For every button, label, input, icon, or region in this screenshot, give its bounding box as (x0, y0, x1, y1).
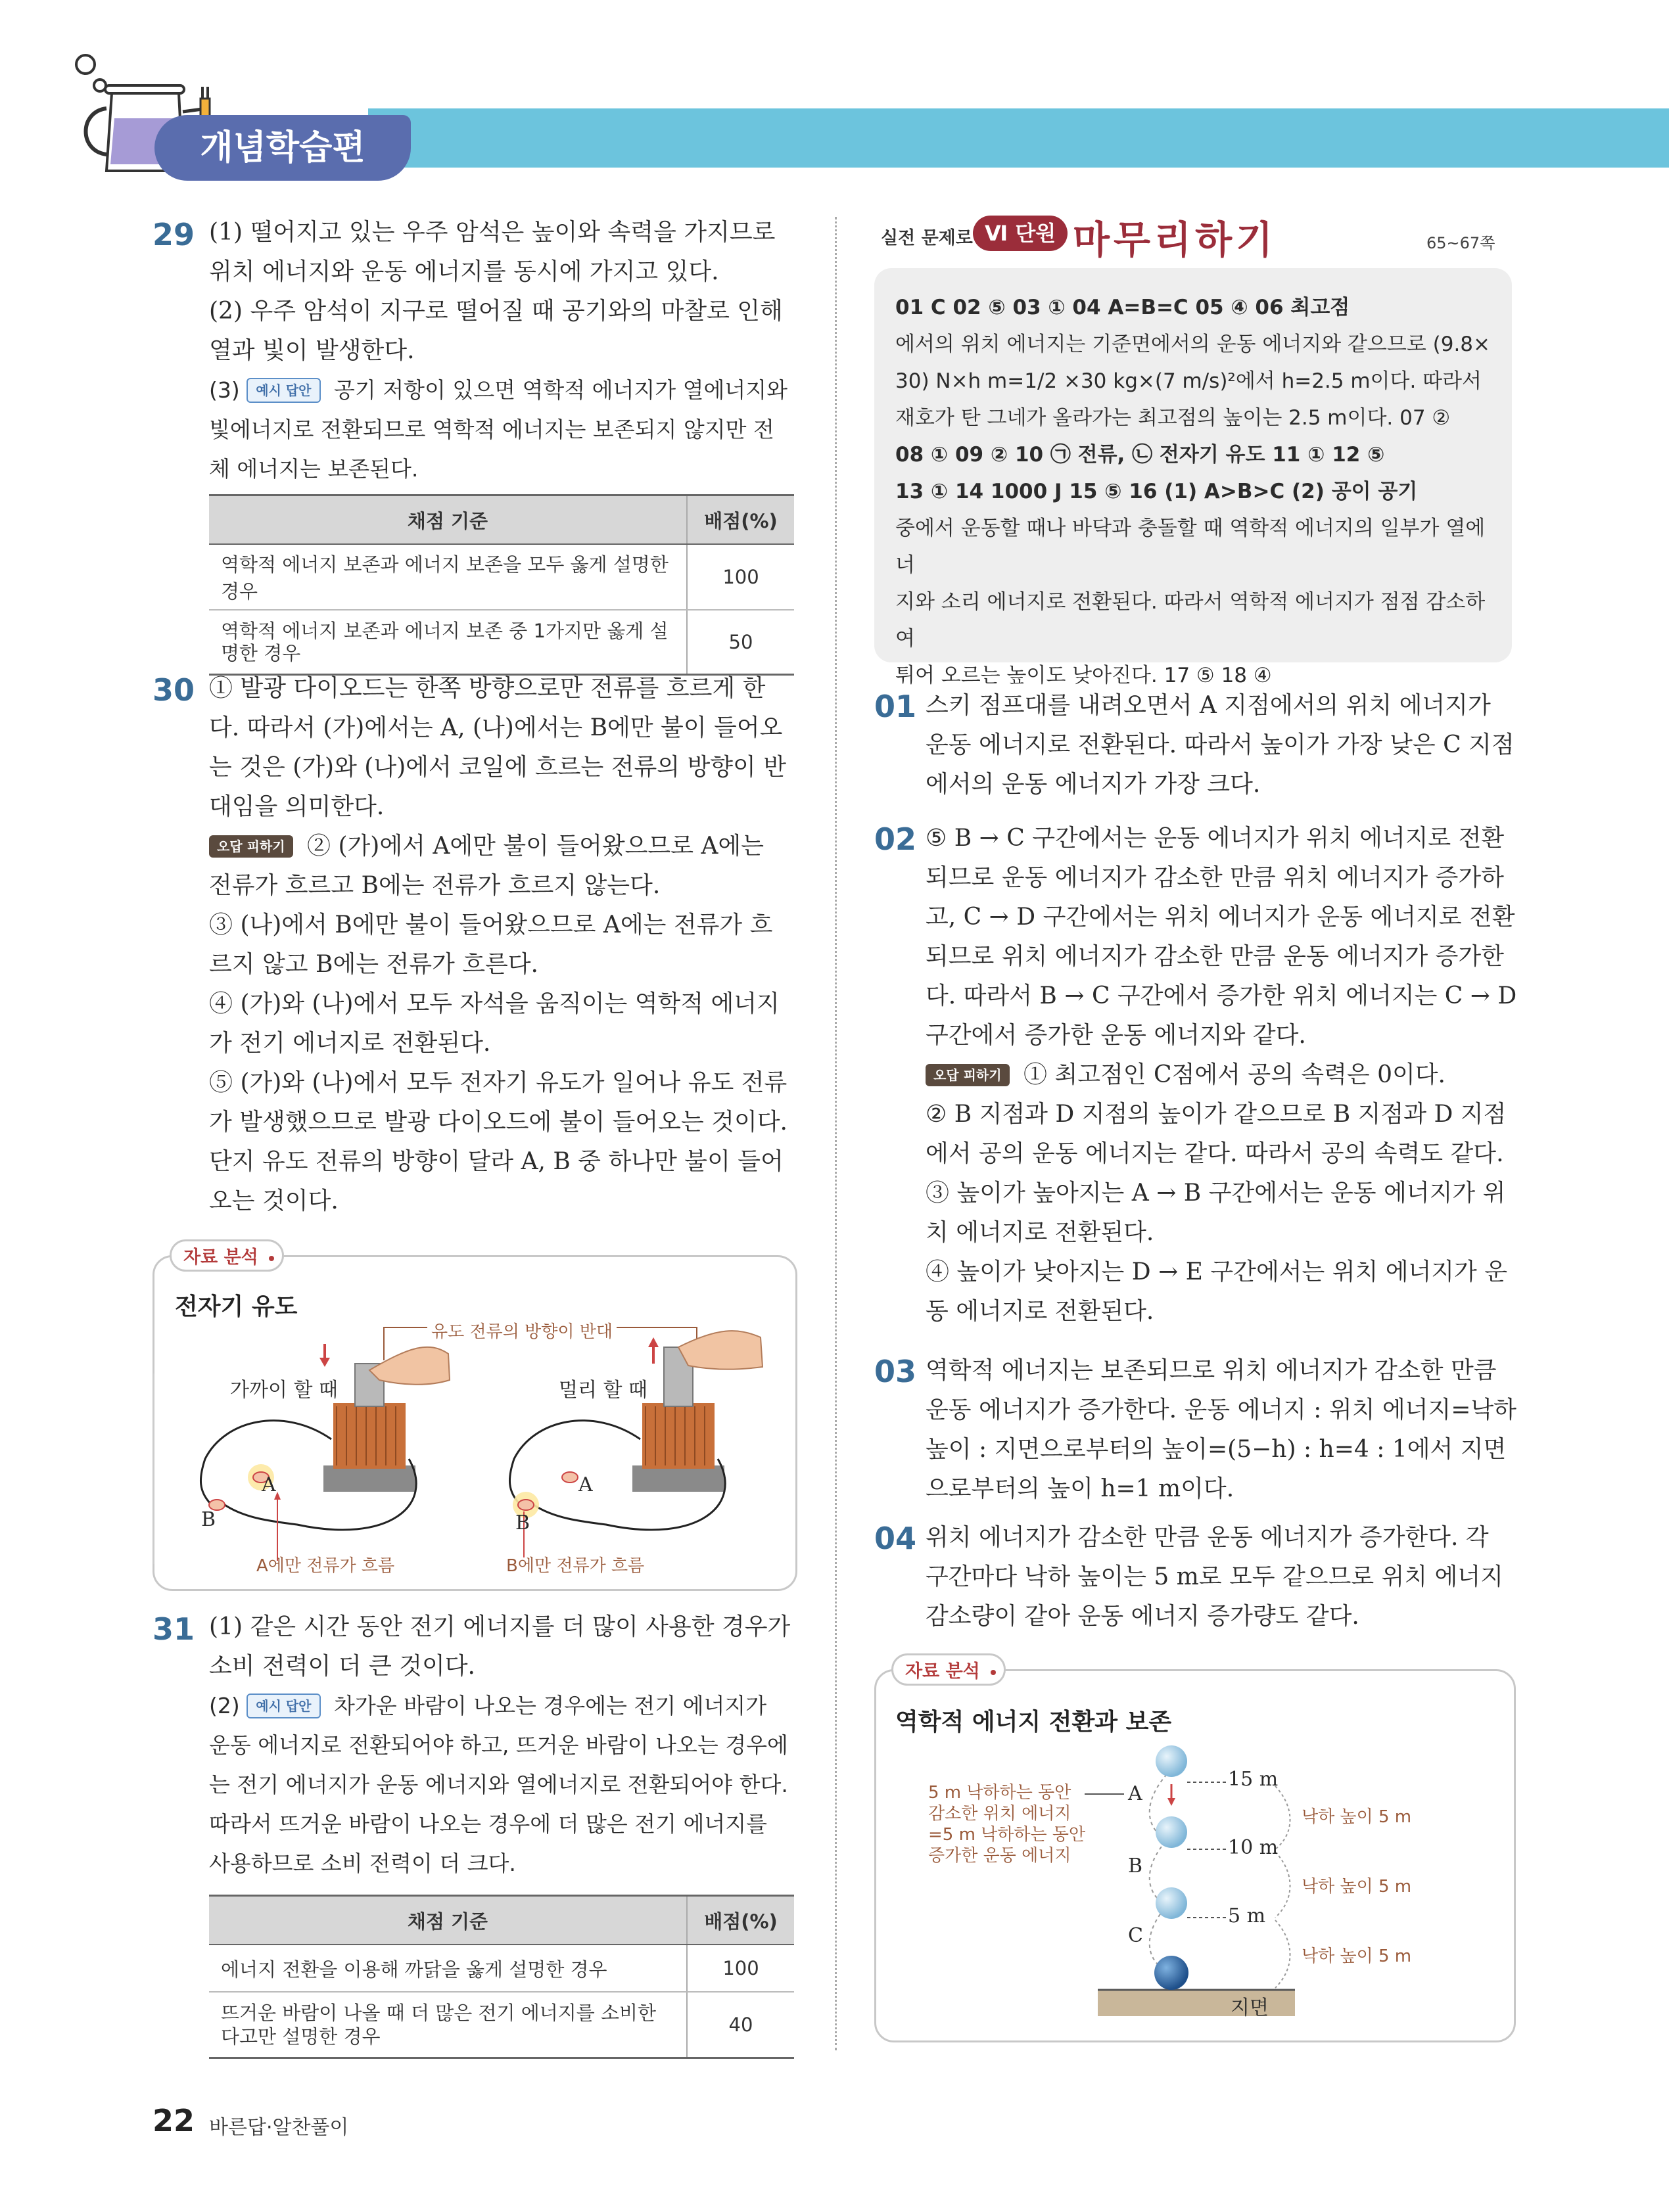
question-number: 29 (153, 217, 195, 252)
q31-grading-table (209, 1895, 794, 2059)
review-title: 마무리하기 (1073, 218, 1277, 262)
answer-line: 30) N×h m=1/2 ×30 kg×(7 m/s)²에서 h=2.5 m이다. 따라서 (895, 369, 1482, 393)
q29-answer (209, 213, 794, 489)
table-cell: 50 (687, 610, 794, 675)
r02-part1: ⑤ B → C 구간에서는 운동 에너지가 위치 에너지로 전환되므로 운동 에너지가 감소한 만큼 위치 에너지가 증가하고, C → D 구간에서는 위치 에너지가 운동 에너지로 전환되므로 위치 에너지가 감소한 만큼 운동 에너지가 증가한다. 따라서 B → C 구간에서 증가한 위치 에너지는 C → D 구간에서 증가한 운동 에너지와 같다. (926, 825, 1517, 1049)
answer-line: 중에서 운동할 때나 바닥과 충돌할 때 역학적 에너지의 일부가 열에너 (895, 517, 1486, 577)
height-10m: 10 m (1228, 1836, 1279, 1859)
q31-answer (209, 1607, 794, 1883)
led-label-a-right: A (578, 1473, 593, 1496)
point-b-label: B (1128, 1855, 1143, 1878)
data-analysis-tab: 자료 분석 (170, 1239, 284, 1272)
q31-part1: (1) 같은 시간 동안 전기 에너지를 더 많이 사용한 경우가 소비 전력이 더 큰 것이다. (209, 1613, 791, 1680)
answer-line: 01 C 02 ⑤ 03 ① 04 A=B=C 05 ④ 06 최고점 (895, 296, 1350, 319)
question-number: 03 (874, 1354, 917, 1389)
electromagnetic-induction-diagram (153, 1308, 793, 1584)
q29-part3-text: 공기 저항이 있으면 역학적 에너지가 열에너지와 빛에너지로 전환되므로 역학적 에너지는 보존되지 않지만 전체 에너지는 보존된다. (209, 377, 788, 482)
answer-summary-text (895, 289, 1500, 694)
r02-part5: ④ 높이가 낮아지는 D → E 구간에서는 위치 에너지가 운동 에너지로 전환된다. (926, 1258, 1508, 1325)
energy-note-line: 5 m 낙하하는 동안 (928, 1783, 1071, 1803)
left-caption: A에만 전류가 흐름 (256, 1556, 395, 1576)
r02-answer (926, 819, 1517, 1331)
answer-line: 08 ① 09 ② 10 ㉠ 전류, ㉡ 전자기 유도 11 ① 12 ⑤ (895, 443, 1385, 467)
table-row (209, 610, 794, 675)
question-number: 04 (874, 1521, 917, 1556)
header-band (368, 108, 1669, 168)
q30-part2-text: ② (가)에서 A에만 불이 들어왔으므로 A에는 전류가 흐르고 B에는 전류가 흐르지 않는다. (209, 833, 764, 899)
induced-current-direction-label: 유도 전류의 방향이 반대 (427, 1318, 617, 1343)
energy-note-line: 감소한 위치 에너지 (928, 1804, 1071, 1824)
point-c-label: C (1128, 1924, 1143, 1947)
drop-height-label: 낙하 높이 5 m (1302, 1807, 1412, 1827)
page-number: 22 (153, 2103, 195, 2138)
q30-part2 (209, 827, 794, 906)
page-range: 65~67쪽 (1426, 234, 1495, 252)
energy-conservation-diagram (874, 1735, 1512, 2037)
wrong-answer-tag: 오답 피하기 (926, 1064, 1010, 1086)
q30-part3: ③ (나)에서 B에만 불이 들어왔으므로 A에는 전류가 흐르지 않고 B에는 전류가 흐른다. (209, 911, 773, 978)
drop-height-label: 낙하 높이 5 m (1302, 1947, 1412, 1966)
withdraw-label: 멀리 할 때 (559, 1379, 647, 1402)
answer-line: 13 ① 14 1000 J 15 ⑤ 16 (1) A>B>C (2) 공이 공기 (895, 480, 1418, 503)
table-cell: 역학적 에너지 보존과 에너지 보존 중 1가지만 옳게 설명한 경우 (209, 610, 687, 675)
q29-part2: (2) 우주 암석이 지구로 떨어질 때 공기와의 마찰로 인해 열과 빛이 발생한다. (209, 298, 783, 364)
energy-note-line: =5 m 낙하하는 동안 (928, 1825, 1086, 1845)
data-box-title: 역학적 에너지 전환과 보존 (895, 1709, 1172, 1736)
example-answer-tag: 예시 답안 (247, 1694, 320, 1718)
point-a-label: A (1128, 1782, 1142, 1805)
table-header-criteria: 채점 기준 (209, 1896, 687, 1945)
table-header-score: 배점(%) (687, 495, 794, 545)
q31-part2-text: 차가운 바람이 나오는 경우에는 전기 에너지가 운동 에너지로 전환되어야 하고, 뜨거운 바람이 나오는 경우에는 전기 에너지가 운동 에너지와 열에너지로 전환되어야 한다. 따라서 뜨거운 바람이 나오는 경우에 더 많은 전기 에너지를 사용하므로 소비 전력이 더 크다. (209, 1693, 788, 1876)
column-divider (835, 217, 837, 2050)
r02-part3: ② B 지점과 D 지점의 높이가 같으므로 B 지점과 D 지점에서 공의 운동 에너지는 같다. 따라서 공의 속력도 같다. (926, 1101, 1507, 1167)
wrong-answer-tag: 오답 피하기 (209, 835, 293, 858)
question-number: 30 (153, 672, 195, 708)
book-title: 바른답·알찬풀이 (209, 2116, 349, 2139)
q30-part5: ⑤ (가)와 (나)에서 모두 전자기 유도가 일어나 유도 전류가 발생했으므로 발광 다이오드에 불이 들어오는 것이다. 단지 유도 전류의 방향이 달라 A, B 중 하나만 불이 들어오는 것이다. (209, 1069, 787, 1214)
table-cell: 뜨거운 바람이 나올 때 더 많은 전기 에너지를 소비한다고만 설명한 경우 (209, 1992, 687, 2058)
table-row (209, 544, 794, 610)
question-number: 01 (874, 689, 917, 724)
review-label: 실전 문제로 (881, 228, 973, 248)
led-label-a-left: A (262, 1473, 276, 1496)
right-caption: B에만 전류가 흐름 (506, 1556, 645, 1576)
table-cell: 40 (687, 1992, 794, 2058)
q30-answer (209, 669, 794, 1221)
r01-answer: 스키 점프대를 내려오면서 A 지점에서의 위치 에너지가 운동 에너지로 전환된다. 따라서 높이가 가장 낮은 C 지점에서의 운동 에너지가 가장 크다. (926, 692, 1515, 798)
answer-line: 에서의 위치 에너지는 기준면에서의 운동 에너지와 같으므로 (9.8× (895, 333, 1490, 356)
q29-part1: (1) 떨어지고 있는 우주 암석은 높이와 속력을 가지므로 위치 에너지와 운동 에너지를 동시에 가지고 있다. (209, 219, 776, 285)
answer-line: 튀어 오르는 높이도 낮아진다. 17 ⑤ 18 ④ (895, 664, 1272, 687)
r02-part2 (926, 1055, 1517, 1095)
led-label-b-right: B (515, 1511, 530, 1534)
question-number: 02 (874, 821, 917, 857)
data-analysis-tab: 자료 분석 (891, 1653, 1006, 1686)
height-5m: 5 m (1228, 1904, 1266, 1927)
r04-answer: 위치 에너지가 감소한 만큼 운동 에너지가 증가한다. 각 구간마다 낙하 높이는 5 m로 모두 같으므로 위치 에너지 감소량이 같아 운동 에너지 증가량도 같다. (926, 1524, 1503, 1630)
right-coil-setup (509, 1331, 763, 1557)
r02-part4: ③ 높이가 높아지는 A → B 구간에서는 운동 에너지가 위치 에너지로 전환된다. (926, 1180, 1506, 1246)
table-cell: 100 (687, 1945, 794, 1992)
q30-part4: ④ (가)와 (나)에서 모두 자석을 움직이는 역학적 에너지가 전기 에너지로 전환된다. (209, 990, 780, 1057)
energy-note (928, 1782, 1085, 1866)
q29-grading-table (209, 494, 794, 676)
section-tab: 개념학습편 (154, 115, 411, 181)
height-15m: 15 m (1228, 1768, 1279, 1791)
table-row (209, 1945, 794, 1992)
ground-label: 지면 (1231, 1996, 1269, 2019)
answer-line: 지와 소리 에너지로 전환된다. 따라서 역학적 에너지가 점점 감소하여 (895, 590, 1486, 651)
q30-part1: ① 발광 다이오드는 한쪽 방향으로만 전류를 흐르게 한다. 따라서 (가)에서는 A, (나)에서는 B에만 불이 들어오는 것은 (가)와 (나)에서 코일에 흐르는 전류의 방향이 반대임을 의미한다. (209, 675, 787, 820)
q31-part2-prefix: (2) (209, 1693, 240, 1718)
example-answer-tag: 예시 답안 (247, 378, 320, 403)
table-cell: 100 (687, 544, 794, 610)
table-cell: 역학적 에너지 보존과 에너지 보존을 모두 옳게 설명한 경우 (209, 544, 687, 610)
led-label-b-left: B (201, 1508, 216, 1531)
q29-part3 (209, 371, 794, 489)
drop-height-label: 낙하 높이 5 m (1302, 1877, 1412, 1897)
table-row (209, 1992, 794, 2058)
r03-answer: 역학적 에너지는 보존되므로 위치 에너지가 감소한 만큼 운동 에너지가 증가한다. 운동 에너지 : 위치 에너지=낙하 높이 : 지면으로부터의 높이=(5−h) : h=4 : 1에서 지면으로부터의 높이 h=1 m이다. (926, 1357, 1516, 1502)
q29-part3-prefix: (3) (209, 377, 240, 403)
approach-label: 가까이 할 때 (230, 1379, 338, 1402)
question-number: 31 (153, 1611, 195, 1647)
r02-part2-text: ① 최고점인 C점에서 공의 속력은 0이다. (1023, 1061, 1446, 1088)
energy-note-line: 증가한 운동 에너지 (928, 1846, 1071, 1866)
answer-line: 재호가 탄 그네가 올라가는 최고점의 높이는 2.5 m이다. 07 ② (895, 406, 1451, 430)
table-header-criteria: 채점 기준 (209, 495, 687, 545)
unit-badge: Ⅵ 단원 (973, 216, 1068, 251)
table-header-score: 배점(%) (687, 1896, 794, 1945)
data-box-title: 전자기 유도 (175, 1293, 298, 1320)
table-cell: 에너지 전환을 이용해 까닭을 옳게 설명한 경우 (209, 1945, 687, 1992)
q31-part2 (209, 1686, 794, 1883)
